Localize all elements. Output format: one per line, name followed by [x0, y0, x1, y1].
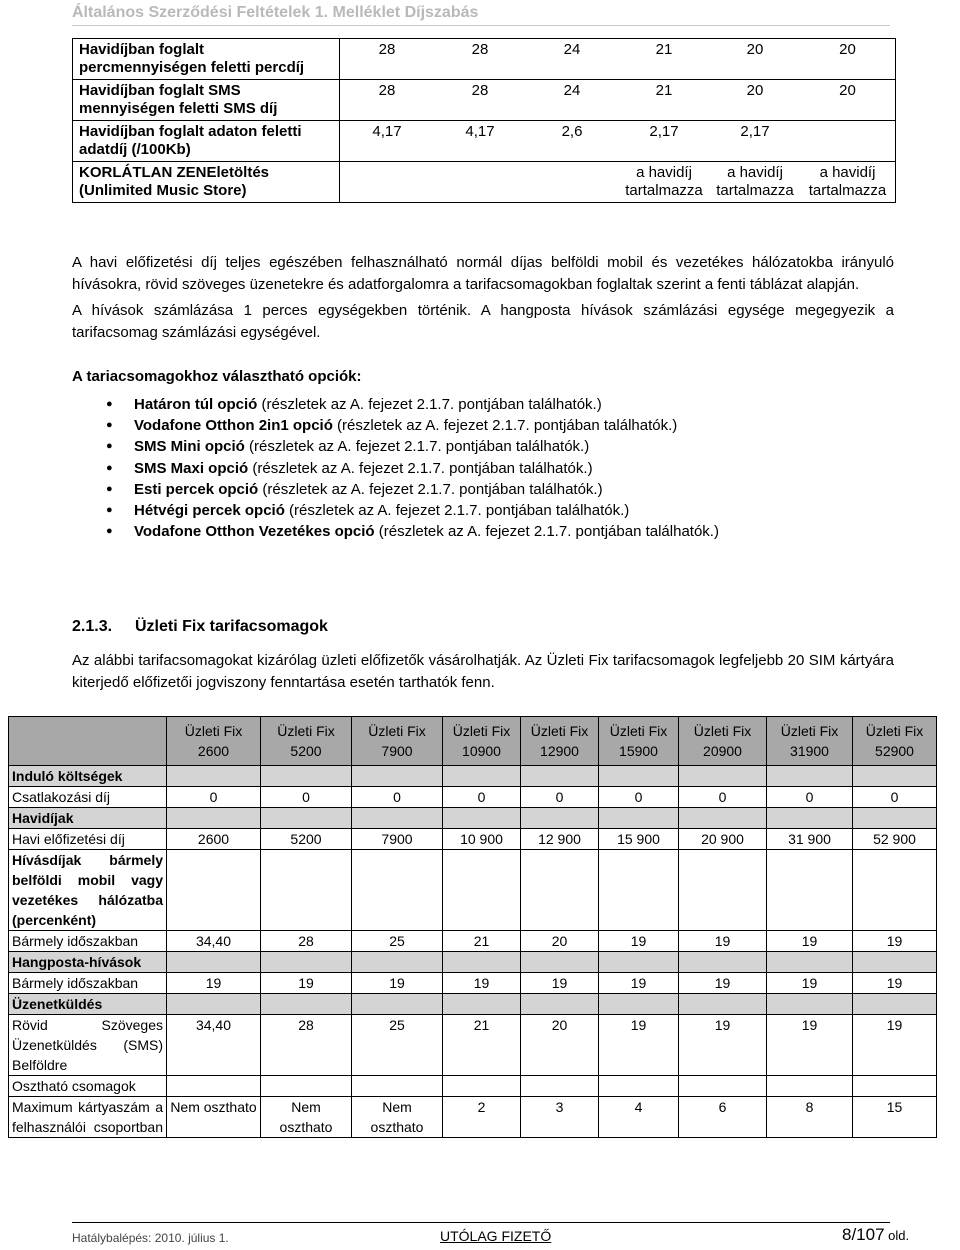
- empty-cell: [767, 808, 853, 829]
- value-cell: 25: [352, 931, 443, 952]
- empty-cell: [599, 952, 679, 973]
- empty-cell: [599, 850, 679, 931]
- empty-cell: [679, 808, 767, 829]
- value-cell: 19: [767, 1015, 853, 1076]
- extras-value: 20: [746, 41, 764, 58]
- empty-cell: [352, 994, 443, 1015]
- extras-value: a havidíj tartalmazza: [808, 164, 887, 199]
- value-cell: 19: [679, 1015, 767, 1076]
- value-cell: 20 900: [679, 829, 767, 850]
- row-label: Hívásdíjak bármely belföldi mobil vagy vezetékes hálózatba (percenként): [9, 850, 167, 931]
- value-cell: 19: [767, 973, 853, 994]
- value-cell: 19: [853, 973, 937, 994]
- row-label: Maximum kártyaszám a felhasználói csoportban: [9, 1097, 167, 1138]
- plan-column-header: Üzleti Fix 2600: [167, 717, 261, 766]
- section-number: 2.1.3.: [72, 618, 113, 635]
- empty-cell: [599, 766, 679, 787]
- empty-cell: [167, 766, 261, 787]
- empty-cell: [352, 808, 443, 829]
- empty-cell: [521, 808, 599, 829]
- section-row: [9, 952, 937, 973]
- plan-column-header: Üzleti Fix 52900: [853, 717, 937, 766]
- table-row: [9, 1015, 937, 1076]
- value-cell: 0: [261, 787, 352, 808]
- extras-value: 21: [655, 41, 673, 58]
- value-cell: 19: [767, 931, 853, 952]
- empty-cell: [261, 952, 352, 973]
- value-cell: 34,40: [167, 1015, 261, 1076]
- value-cell: 0: [679, 787, 767, 808]
- value-cell: 19: [352, 973, 443, 994]
- empty-cell: [261, 850, 352, 931]
- extras-value: [434, 164, 526, 200]
- value-cell: 0: [352, 787, 443, 808]
- empty-cell: [853, 952, 937, 973]
- empty-cell: [443, 994, 521, 1015]
- empty-cell: [767, 952, 853, 973]
- extras-value: 28: [378, 41, 396, 58]
- value-cell: 2600: [167, 829, 261, 850]
- plan-column-header: Üzleti Fix 10900: [443, 717, 521, 766]
- option-detail: (részletek az A. fejezet 2.1.7. pontjában találhatók.): [374, 523, 719, 541]
- value-cell: 10 900: [443, 829, 521, 850]
- option-name: Vodafone Otthon Vezetékes opció: [134, 523, 375, 541]
- value-cell: 19: [599, 1015, 679, 1076]
- extras-value: a havidíj tartalmazza: [625, 164, 703, 199]
- empty-cell: [599, 808, 679, 829]
- value-cell: [599, 1076, 679, 1097]
- value-cell: 19: [443, 973, 521, 994]
- footer-effective-date: Hatálybalépés: 2010. július 1.: [72, 1231, 229, 1245]
- footer-page-number: [842, 1225, 909, 1245]
- plan-column-header: Üzleti Fix 7900: [352, 717, 443, 766]
- empty-cell: [167, 994, 261, 1015]
- empty-cell: [521, 952, 599, 973]
- value-cell: 34,40: [167, 931, 261, 952]
- empty-cell: [261, 808, 352, 829]
- value-cell: 25: [352, 1015, 443, 1076]
- extras-row-values: [340, 121, 896, 162]
- section-row: [9, 994, 937, 1015]
- value-cell: 0: [521, 787, 599, 808]
- value-cell: 0: [599, 787, 679, 808]
- option-item: [106, 394, 719, 415]
- empty-cell: [261, 766, 352, 787]
- extras-value: 4,17: [372, 123, 402, 140]
- option-item: [106, 521, 719, 542]
- value-cell: 3: [521, 1097, 599, 1138]
- value-cell: 8: [767, 1097, 853, 1138]
- value-cell: 0: [853, 787, 937, 808]
- value-cell: 20: [521, 931, 599, 952]
- value-cell: 2: [443, 1097, 521, 1138]
- option-name: Hétvégi percek opció: [134, 502, 285, 520]
- empty-cell: [679, 994, 767, 1015]
- tariff-extras-table: [72, 38, 896, 203]
- extras-row: [73, 121, 896, 162]
- empty-cell: [352, 850, 443, 931]
- empty-cell: [352, 766, 443, 787]
- extras-value: 28: [471, 82, 489, 99]
- value-cell: 19: [853, 931, 937, 952]
- empty-cell: [167, 808, 261, 829]
- options-list: [106, 394, 719, 542]
- value-cell: 15 900: [599, 829, 679, 850]
- empty-cell: [767, 994, 853, 1015]
- value-cell: 0: [167, 787, 261, 808]
- footer-divider: [72, 1222, 890, 1223]
- option-detail: (részletek az A. fejezet 2.1.7. pontjában találhatók.): [284, 502, 630, 520]
- value-cell: [767, 1076, 853, 1097]
- extras-value: [526, 164, 618, 200]
- value-cell: [261, 1076, 352, 1097]
- empty-cell: [679, 850, 767, 931]
- extras-row: [73, 39, 896, 80]
- empty-cell: [443, 952, 521, 973]
- option-item: [106, 500, 719, 521]
- row-label: Bármely időszakban: [9, 973, 167, 994]
- row-label: Rövid Szöveges Üzenetküldés (SMS) Belföldre: [9, 1015, 167, 1076]
- empty-cell: [167, 952, 261, 973]
- value-cell: [443, 1076, 521, 1097]
- extras-row-label: Havidíjban foglalt percmennyiségen feletti percdíj: [73, 39, 340, 80]
- empty-cell: [521, 766, 599, 787]
- value-cell: 0: [443, 787, 521, 808]
- table-row: [9, 850, 937, 931]
- value-cell: 19: [853, 1015, 937, 1076]
- table-row: [9, 1097, 937, 1138]
- empty-cell: [261, 994, 352, 1015]
- extras-row-values: [340, 80, 896, 121]
- value-cell: [853, 1076, 937, 1097]
- extras-value: 28: [378, 82, 396, 99]
- plan-column-header: Üzleti Fix 5200: [261, 717, 352, 766]
- page-number: 8/107: [842, 1225, 885, 1244]
- extras-value: 21: [655, 82, 673, 99]
- section-intro: Az alábbi tarifacsomagokat kizárólag üzleti előfizetők vásárolhatják. Az Üzleti Fix tarifacsomagok legfeljebb 20 SIM kártyára kiterjedő előfizetői jogviszony fenntartása esetén tarthatók fenn.: [72, 652, 894, 691]
- extras-value: 2,6: [561, 123, 583, 140]
- extras-row: [73, 162, 896, 203]
- value-cell: 21: [443, 1015, 521, 1076]
- extras-row-values: [340, 39, 896, 80]
- extras-value: 2,17: [649, 123, 679, 140]
- empty-cell: [853, 808, 937, 829]
- empty-cell: [443, 766, 521, 787]
- page-header: Általános Szerződési Feltételek 1. Melléklet Díjszabás: [72, 4, 890, 26]
- option-name: SMS Maxi opció: [134, 459, 249, 477]
- value-cell: 28: [261, 931, 352, 952]
- value-cell: 7900: [352, 829, 443, 850]
- empty-cell: [443, 850, 521, 931]
- extras-value: [340, 164, 434, 200]
- value-cell: 19: [261, 973, 352, 994]
- empty-cell: [767, 850, 853, 931]
- value-cell: 19: [679, 973, 767, 994]
- section-row: [9, 808, 937, 829]
- option-item: [106, 479, 719, 500]
- empty-cell: [167, 850, 261, 931]
- option-name: Határon túl opció: [134, 396, 258, 413]
- value-cell: Nem oszthato: [352, 1097, 443, 1138]
- row-label: Havidíjak: [9, 808, 167, 829]
- row-label: Üzenetküldés: [9, 994, 167, 1015]
- empty-cell: [679, 766, 767, 787]
- uzleti-fix-table: [8, 716, 937, 1138]
- page-suffix: old.: [884, 1228, 910, 1243]
- empty-cell: [767, 766, 853, 787]
- option-detail: (részletek az A. fejezet 2.1.7. pontjában találhatók.): [244, 438, 590, 456]
- extras-value: 24: [563, 82, 581, 99]
- value-cell: 5200: [261, 829, 352, 850]
- corner-cell: [9, 717, 167, 766]
- table-row: [9, 973, 937, 994]
- paragraph-billing: A hívások számlázása 1 perces egységekben történik. A hangposta hívások számlázási egysége megegyezik a tarifacsomag számlázási egységével.: [72, 302, 894, 341]
- value-cell: 12 900: [521, 829, 599, 850]
- extras-row: [73, 80, 896, 121]
- empty-cell: [352, 952, 443, 973]
- table-row: [9, 931, 937, 952]
- extras-value: 20: [839, 41, 856, 58]
- extras-value: 24: [563, 41, 581, 58]
- row-label: Bármely időszakban: [9, 931, 167, 952]
- empty-cell: [521, 850, 599, 931]
- extras-value: 20: [746, 82, 764, 99]
- extras-row-values: [340, 162, 896, 203]
- table-row: [9, 1076, 937, 1097]
- empty-cell: [853, 994, 937, 1015]
- option-name: Vodafone Otthon 2in1 opció: [134, 417, 333, 435]
- row-label: Csatlakozási díj: [9, 787, 167, 808]
- row-label: Hangposta-hívások: [9, 952, 167, 973]
- empty-cell: [679, 952, 767, 973]
- value-cell: 52 900: [853, 829, 937, 850]
- value-cell: 19: [167, 973, 261, 994]
- plan-column-header: Üzleti Fix 15900: [599, 717, 679, 766]
- option-name: SMS Mini opció: [134, 438, 245, 456]
- value-cell: 31 900: [767, 829, 853, 850]
- option-item: [106, 436, 719, 457]
- value-cell: 21: [443, 931, 521, 952]
- table-row: [9, 829, 937, 850]
- option-detail: (részletek az A. fejezet 2.1.7. pontjában találhatók.): [332, 417, 678, 435]
- options-title: A tariacsomagokhoz választható opciók:: [72, 368, 362, 385]
- value-cell: [352, 1076, 443, 1097]
- option-name: Esti percek opció: [134, 480, 259, 498]
- option-item: [106, 415, 719, 436]
- empty-cell: [521, 994, 599, 1015]
- extras-value: a havidíj tartalmazza: [716, 164, 794, 199]
- value-cell: [679, 1076, 767, 1097]
- empty-cell: [443, 808, 521, 829]
- plan-column-header: Üzleti Fix 20900: [679, 717, 767, 766]
- empty-cell: [599, 994, 679, 1015]
- value-cell: Nem oszthato: [261, 1097, 352, 1138]
- plan-column-header: Üzleti Fix 31900: [767, 717, 853, 766]
- extras-value: 4,17: [465, 123, 495, 140]
- option-detail: (részletek az A. fejezet 2.1.7. pontjában találhatók.): [257, 396, 602, 413]
- extras-row-label: Havidíjban foglalt adaton feletti adatdíj (/100Kb): [73, 121, 340, 162]
- value-cell: 20: [521, 1015, 599, 1076]
- extras-value: 2,17: [740, 123, 770, 140]
- value-cell: 15: [853, 1097, 937, 1138]
- row-label: Havi előfizetési díj: [9, 829, 167, 850]
- value-cell: 19: [599, 931, 679, 952]
- option-detail: (részletek az A. fejezet 2.1.7. pontjában találhatók.): [248, 459, 593, 477]
- extras-value: 28: [471, 41, 489, 58]
- value-cell: 4: [599, 1097, 679, 1138]
- value-cell: Nem oszthato: [167, 1097, 261, 1138]
- option-item: [106, 458, 719, 479]
- footer-plan-type: UTÓLAG FIZETŐ: [440, 1228, 552, 1244]
- row-label: Osztható csomagok: [9, 1076, 167, 1097]
- value-cell: 28: [261, 1015, 352, 1076]
- value-cell: [521, 1076, 599, 1097]
- value-cell: [167, 1076, 261, 1097]
- extras-row-label: KORLÁTLAN ZENEletöltés (Unlimited Music Store): [73, 162, 340, 203]
- table-row: [9, 787, 937, 808]
- value-cell: 0: [767, 787, 853, 808]
- option-detail: (részletek az A. fejezet 2.1.7. pontjában találhatók.): [258, 480, 603, 498]
- value-cell: 19: [679, 931, 767, 952]
- paragraph-fee-usage: A havi előfizetési díj teljes egészében felhasználható normál díjas belföldi mobil és vezetékes hálózatokba irányuló hívásokra, rövid szöveges üzenetekre és adatforgalomra a tarifacsomagokban foglaltak szerint a fenti táblázat alapján.: [72, 254, 894, 293]
- empty-cell: [853, 766, 937, 787]
- extras-row-label: Havidíjban foglalt SMS mennyiségen feletti SMS díj: [73, 80, 340, 121]
- extras-value: [800, 123, 895, 141]
- value-cell: 6: [679, 1097, 767, 1138]
- empty-cell: [853, 850, 937, 931]
- value-cell: 19: [599, 973, 679, 994]
- row-label: Induló költségek: [9, 766, 167, 787]
- section-title: Üzleti Fix tarifacsomagok: [135, 618, 328, 635]
- section-row: [9, 766, 937, 787]
- plan-column-header: Üzleti Fix 12900: [521, 717, 599, 766]
- extras-value: 20: [839, 82, 856, 99]
- value-cell: 19: [521, 973, 599, 994]
